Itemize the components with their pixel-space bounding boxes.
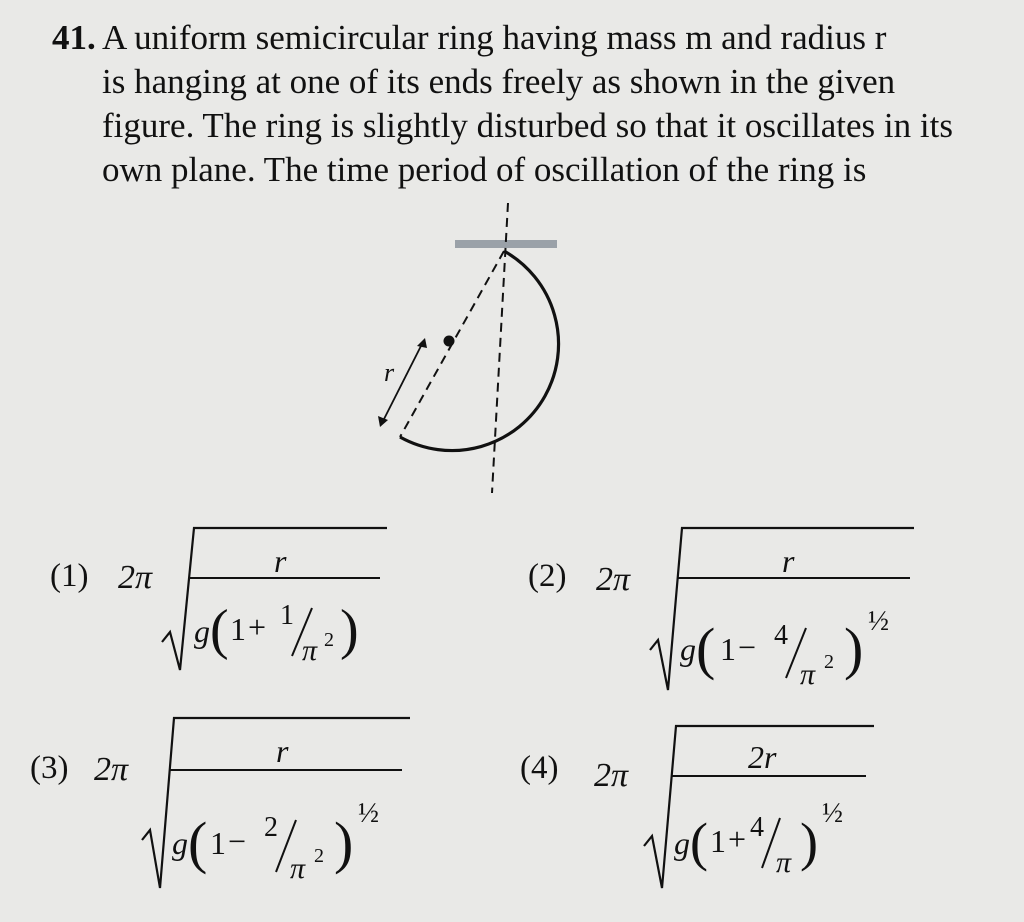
option-3-frac-den: π [290,852,306,885]
option-2-g: g [680,631,696,667]
option-3-formula [90,710,420,895]
option-1-frac-num: 1 [280,600,294,631]
question-line-3: figure. The ring is slightly disturbed so that it oscillates in its [102,106,953,145]
option-1-formula [112,520,402,685]
option-3-numerator: r [276,733,289,769]
option-2-den-exp: 2 [824,651,834,673]
option-2-power: ½ [868,606,889,637]
option-1-close-paren: ) [340,599,359,661]
option-4-g: g [674,825,690,861]
option-2-prefix: 2π [596,561,631,598]
option-2-formula [592,520,922,705]
option-2-frac-num: 4 [774,620,788,651]
option-4-sign: + [728,821,747,857]
ring-figure [370,195,630,505]
radius-arrow-head-bottom [378,416,388,427]
option-4-one: 1 [710,823,726,859]
option-1-label: (1) [50,558,89,594]
option-3-sign: − [228,823,247,859]
option-4-power: ½ [822,798,843,829]
option-1-prefix: 2π [118,559,153,596]
question-line-2: is hanging at one of its ends freely as shown in the given [102,62,896,101]
option-4-frac-num: 4 [750,812,764,843]
radius-arrow-head-top [417,338,427,348]
option-4-numerator: 2r [748,739,777,775]
option-4-formula [590,718,890,898]
option-3-prefix: 2π [94,751,129,788]
option-2-close-paren: ) [844,616,864,681]
semicircular-ring [400,251,559,451]
option-3-open-paren: ( [188,810,208,875]
option-4-open-paren: ( [690,812,708,872]
option-4-prefix: 2π [594,757,629,794]
option-3-close-paren: ) [334,810,354,875]
option-1-sign: + [248,609,267,645]
question-line-4: own plane. The time period of oscillation of the ring is [102,150,867,189]
option-3-one: 1 [210,825,226,861]
option-1-g: g [194,613,210,649]
option-1-open-paren: ( [210,599,229,661]
option-2-one: 1 [720,631,736,667]
option-3-g: g [172,825,188,861]
option-3-frac-num: 2 [264,812,278,843]
option-2-frac-den: π [800,658,816,691]
question-number: 41. [52,18,96,57]
option-4-label: (4) [520,750,559,786]
radius-label: r [384,358,395,387]
center-of-mass-dot [444,336,455,347]
option-4-close-paren: ) [800,812,818,872]
option-4-frac-den: π [776,846,792,879]
option-3-label: (3) [30,750,69,786]
option-3-power: ½ [358,798,379,829]
option-3-den-exp: 2 [314,845,324,867]
option-2-open-paren: ( [696,616,716,681]
option-1-den-exp: 2 [324,629,334,651]
option-1-frac-den: π [302,634,318,667]
option-1-one: 1 [230,611,246,647]
option-2-numerator: r [782,543,795,579]
option-2-label: (2) [528,558,567,594]
option-1-numerator: r [274,543,287,579]
option-2-sign: − [738,629,757,665]
question-line-1: A uniform semicircular ring having mass m and radius r [102,18,887,57]
